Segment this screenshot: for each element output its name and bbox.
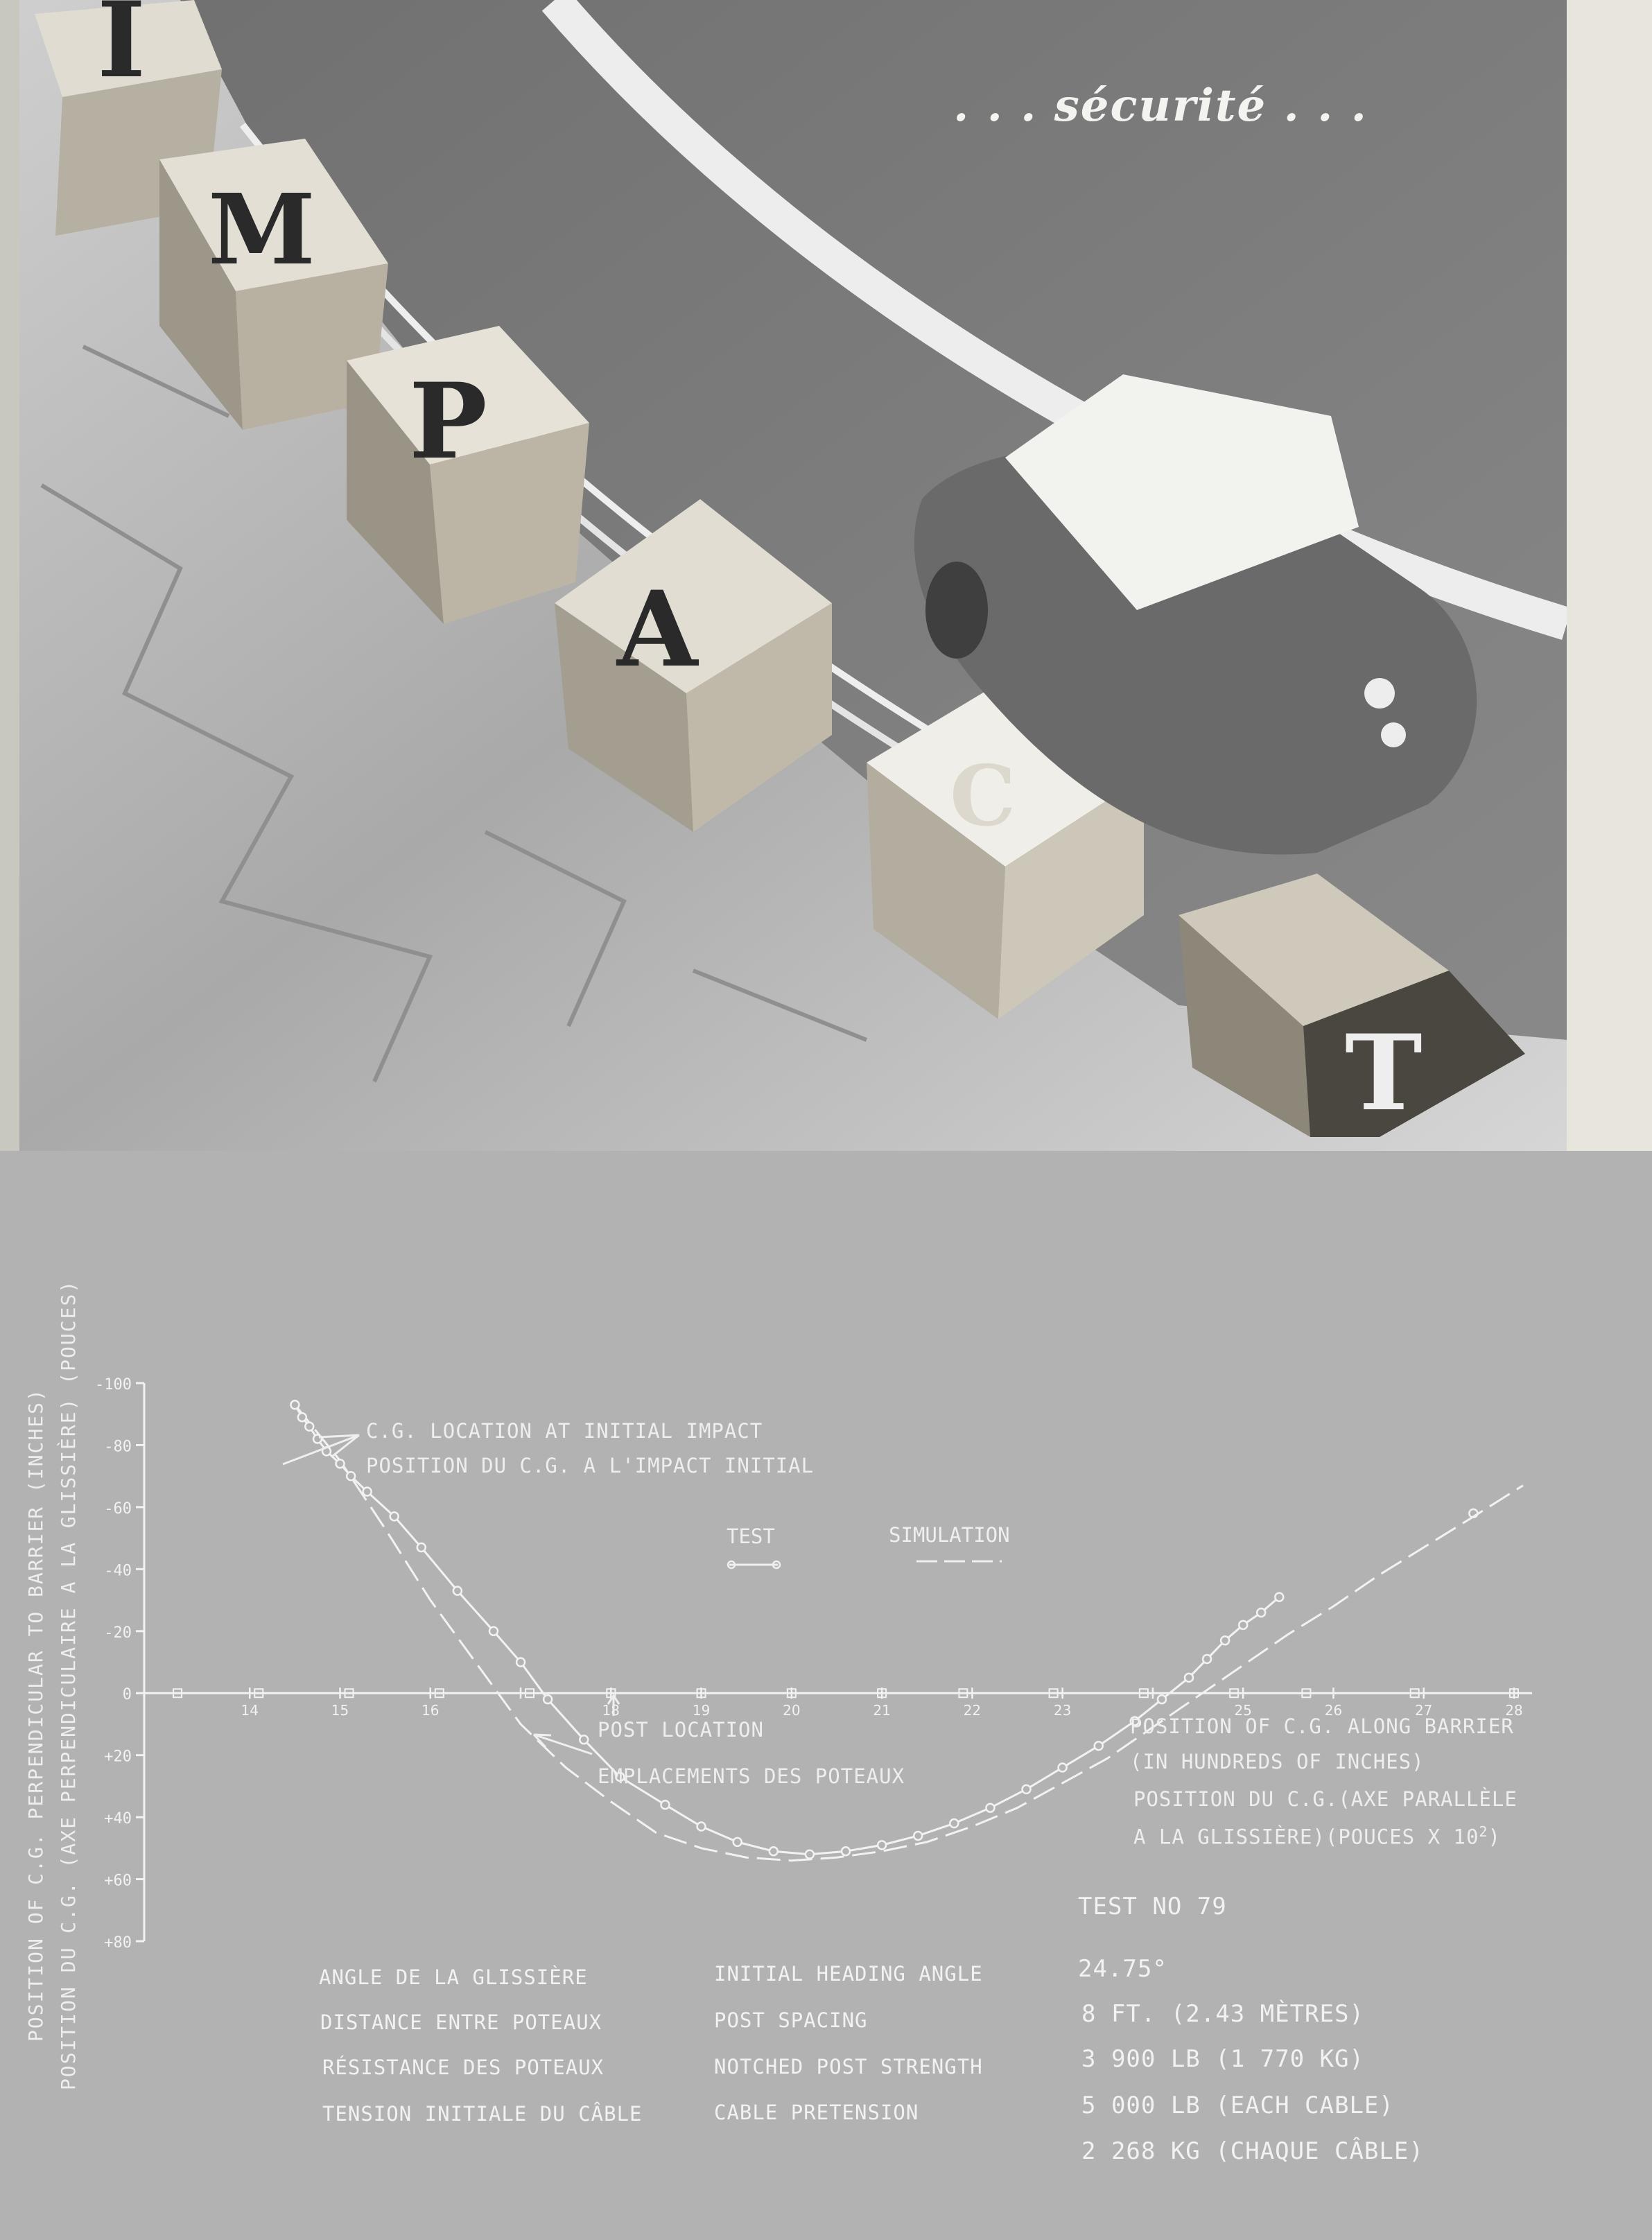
- test-point: [697, 1823, 706, 1831]
- block-letter: A: [617, 568, 698, 691]
- x-tick-label: 14: [241, 1702, 259, 1719]
- y-tick-label: +40: [104, 1810, 132, 1828]
- test-point: [347, 1472, 355, 1480]
- chart-panel: [0, 1151, 1652, 2240]
- x-tick-label: 25: [1234, 1702, 1252, 1719]
- block-letter: C: [950, 747, 1016, 845]
- x-tick-label: 16: [421, 1702, 440, 1719]
- test-point: [950, 1819, 958, 1827]
- y-tick-label: -40: [104, 1562, 132, 1580]
- page-edge-left: [0, 0, 19, 1151]
- test-point: [305, 1423, 313, 1431]
- test-point: [914, 1832, 922, 1840]
- test-point: [1221, 1636, 1229, 1644]
- x-axis-label-en-1: POSITION OF C.G. ALONG BARRIER: [1130, 1714, 1514, 1738]
- test-point: [489, 1627, 498, 1635]
- x-tick-label: 22: [963, 1702, 982, 1719]
- test-point: [580, 1735, 588, 1744]
- car-wheel: [925, 562, 988, 659]
- x-axis-label-fr-1: POSITION DU C.G.(AXE PARALLÈLE: [1133, 1787, 1518, 1811]
- param-en-2: POST SPACING: [714, 2008, 868, 2032]
- x-axis-label-en-2: (IN HUNDREDS OF INCHES): [1130, 1750, 1425, 1773]
- chart-legend: [727, 1523, 1010, 1568]
- test-point: [1059, 1764, 1067, 1772]
- test-point: [390, 1512, 399, 1520]
- x-tick-label: 20: [783, 1702, 801, 1719]
- param-en-1: INITIAL HEADING ANGLE: [714, 1962, 983, 1986]
- x-tick-label: 19: [692, 1702, 711, 1719]
- test-point: [1185, 1674, 1193, 1682]
- y-tick-label: +60: [104, 1872, 132, 1890]
- y-tick-label: -100: [95, 1376, 132, 1394]
- test-point: [733, 1838, 742, 1846]
- test-point: [1158, 1695, 1166, 1703]
- y-tick-label: +80: [104, 1934, 132, 1952]
- param-value-4: 5 000 LB (EACH CABLE): [1081, 2092, 1394, 2119]
- post-location-label-en: POST LOCATION: [598, 1718, 764, 1742]
- test-point: [290, 1400, 299, 1409]
- test-point: [1023, 1785, 1031, 1794]
- test-point: [313, 1435, 322, 1443]
- test-point: [1095, 1742, 1103, 1750]
- test-point: [842, 1847, 850, 1855]
- param-fr-2: DISTANCE ENTRE POTEAUX: [320, 2011, 602, 2034]
- y-tick-label: 0: [122, 1686, 132, 1704]
- impact-annotation-en: C.G. LOCATION AT INITIAL IMPACT: [366, 1419, 763, 1443]
- legend-label-simulation: SIMULATION: [889, 1523, 1010, 1547]
- x-tick-label: 28: [1505, 1702, 1523, 1719]
- param-en-4: CABLE PRETENSION: [714, 2101, 919, 2124]
- test-point: [1275, 1593, 1283, 1601]
- block-letter: M: [208, 173, 315, 287]
- car-flower-decal: [1381, 722, 1406, 747]
- x-axis-label-fr-2: [1133, 1823, 1501, 1849]
- y-tick-label: -60: [104, 1500, 132, 1518]
- test-point: [417, 1543, 426, 1552]
- test-point: [298, 1413, 306, 1421]
- param-value-3: 3 900 LB (1 770 KG): [1081, 2045, 1364, 2073]
- x-tick-label: 21: [873, 1702, 891, 1719]
- param-fr-4: TENSION INITIALE DU CÂBLE: [322, 2102, 643, 2126]
- block-letter: P: [409, 361, 487, 483]
- y-tick-label: -80: [104, 1438, 132, 1456]
- block-letter: I: [97, 0, 146, 101]
- post-location-label-fr: EMPLACEMENTS DES POTEAUX: [598, 1764, 905, 1788]
- block-letter: T: [1345, 1012, 1423, 1134]
- test-point: [1239, 1621, 1247, 1629]
- test-point: [1203, 1655, 1211, 1663]
- x-axis-label-fr-2-text: A LA GLISSIÈRE)(POUCES X 10: [1133, 1825, 1479, 1849]
- param-value-5: 2 268 KG (CHAQUE CÂBLE): [1081, 2137, 1424, 2165]
- photo-caption: . . . sécurité . . .: [953, 80, 1368, 132]
- test-point: [1257, 1608, 1265, 1617]
- y-tick-label: -20: [104, 1624, 132, 1642]
- param-fr-3: RÉSISTANCE DES POTEAUX: [322, 2056, 605, 2079]
- test-point: [806, 1850, 814, 1859]
- test-point: [363, 1488, 372, 1496]
- photo-illustration: [0, 0, 1567, 1151]
- test-point: [770, 1847, 778, 1855]
- test-point: [986, 1804, 994, 1812]
- test-point: [661, 1800, 669, 1809]
- x-tick-label: 26: [1324, 1702, 1343, 1719]
- car-flower-decal: [1364, 678, 1395, 709]
- y-axis-label-en: POSITION OF C.G. PERPENDICULAR TO BARRIER (INCHES): [24, 1388, 47, 2042]
- test-point: [453, 1587, 462, 1595]
- legend-label-test: TEST: [727, 1525, 775, 1548]
- param-fr-1: ANGLE DE LA GLISSIÈRE: [319, 1965, 588, 1989]
- x-tick-label: 15: [331, 1702, 349, 1719]
- impact-annotation-fr: POSITION DU C.G. A L'IMPACT INITIAL: [366, 1454, 815, 1477]
- test-number: TEST NO 79: [1078, 1893, 1227, 1920]
- page-edge-right: [1567, 0, 1652, 1151]
- test-point: [878, 1841, 886, 1849]
- test-point: [516, 1658, 525, 1667]
- x-axis-label-fr-2-exponent: 2: [1479, 1823, 1488, 1840]
- x-axis-label-fr-2-close: ): [1488, 1825, 1501, 1849]
- param-value-1: 24.75°: [1078, 1955, 1167, 1983]
- y-axis-label-fr: POSITION DU C.G. (AXE PERPENDICULAIRE A LA GLISSIÈRE) (POUCES): [57, 1279, 80, 2090]
- param-value-2: 8 FT. (2.43 MÈTRES): [1081, 2000, 1364, 2028]
- photo-blocks-and-car: [0, 0, 1567, 1151]
- x-tick-label: 27: [1414, 1702, 1433, 1719]
- x-tick-label: 23: [1053, 1702, 1072, 1719]
- x-tick-label: 18: [602, 1702, 620, 1719]
- y-tick-label: +20: [104, 1748, 132, 1766]
- test-point: [336, 1459, 345, 1468]
- test-point: [544, 1695, 552, 1703]
- param-en-3: NOTCHED POST STRENGTH: [714, 2055, 983, 2078]
